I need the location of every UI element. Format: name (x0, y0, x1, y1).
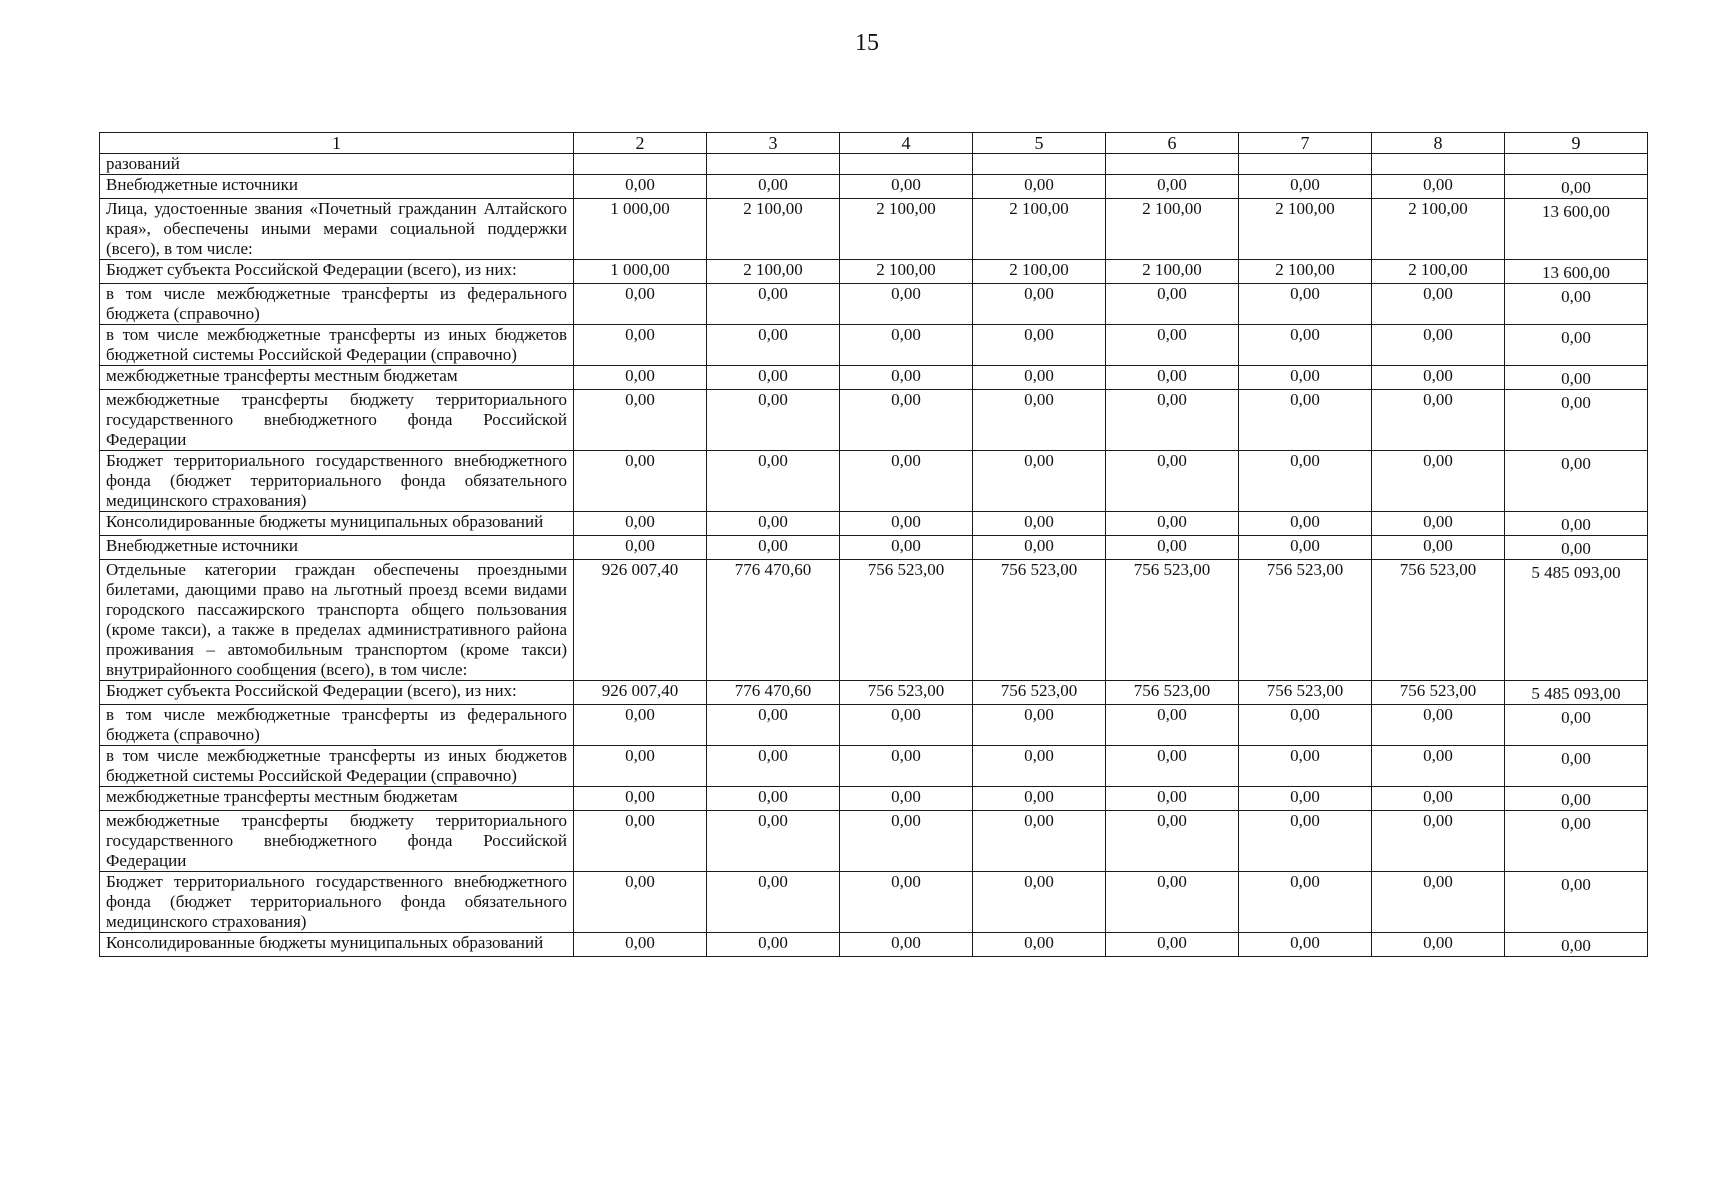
value-cell: 0,00 (973, 746, 1106, 787)
value-cell: 0,00 (1372, 705, 1505, 746)
table-row (100, 366, 1648, 390)
value-cell: 0,00 (1106, 933, 1239, 957)
value-cell: 0,00 (707, 746, 840, 787)
table-row (100, 260, 1648, 284)
value-cell: 756 523,00 (1239, 560, 1372, 681)
value-cell: 0,00 (1372, 811, 1505, 872)
value-cell: 0,00 (1372, 325, 1505, 366)
value-cell: 0,00 (1106, 175, 1239, 199)
value-cell: 1 000,00 (574, 260, 707, 284)
value-cell: 0,00 (1106, 536, 1239, 560)
value-cell: 0,00 (574, 325, 707, 366)
value-cell (574, 154, 707, 175)
value-cell: 926 007,40 (574, 560, 707, 681)
value-cell: 0,00 (1239, 787, 1372, 811)
value-cell: 0,00 (574, 366, 707, 390)
value-cell: 0,00 (1106, 284, 1239, 325)
value-cell: 0,00 (1372, 284, 1505, 325)
value-cell: 0,00 (1372, 366, 1505, 390)
value-cell: 0,00 (574, 512, 707, 536)
value-cell: 0,00 (1106, 811, 1239, 872)
table-row (100, 154, 1648, 175)
value-cell: 0,00 (840, 811, 973, 872)
row-label: в том числе межбюджетные трансферты из федерального бюджета (справочно) (100, 705, 574, 746)
row-label: в том числе межбюджетные трансферты из федерального бюджета (справочно) (100, 284, 574, 325)
value-cell: 0,00 (1106, 705, 1239, 746)
value-cell: 2 100,00 (840, 199, 973, 260)
value-cell (1106, 154, 1239, 175)
value-cell: 0,00 (707, 390, 840, 451)
value-cell (1372, 154, 1505, 175)
table-row (100, 512, 1648, 536)
value-cell: 0,00 (1239, 536, 1372, 560)
value-cell: 0,00 (707, 811, 840, 872)
value-cell: 0,00 (1505, 787, 1648, 811)
value-cell: 0,00 (973, 366, 1106, 390)
value-cell: 0,00 (574, 787, 707, 811)
value-cell: 0,00 (1239, 366, 1372, 390)
value-cell: 0,00 (840, 933, 973, 957)
column-header: 6 (1106, 133, 1239, 154)
value-cell: 0,00 (574, 811, 707, 872)
value-cell: 0,00 (1372, 512, 1505, 536)
value-cell: 0,00 (707, 872, 840, 933)
value-cell: 0,00 (973, 705, 1106, 746)
table-row (100, 284, 1648, 325)
table-row (100, 787, 1648, 811)
value-cell: 0,00 (1106, 366, 1239, 390)
value-cell: 0,00 (1372, 536, 1505, 560)
value-cell: 0,00 (1106, 512, 1239, 536)
row-label: Консолидированные бюджеты муниципальных образований (100, 933, 574, 957)
value-cell: 0,00 (973, 451, 1106, 512)
value-cell: 2 100,00 (1372, 260, 1505, 284)
value-cell: 0,00 (574, 933, 707, 957)
table-row (100, 560, 1648, 681)
value-cell: 756 523,00 (973, 560, 1106, 681)
value-cell: 0,00 (574, 746, 707, 787)
row-label: Консолидированные бюджеты муниципальных образований (100, 512, 574, 536)
budget-table (99, 132, 1648, 957)
column-header: 5 (973, 133, 1106, 154)
row-label: в том числе межбюджетные трансферты из иных бюджетов бюджетной системы Российской Федерации (справочно) (100, 325, 574, 366)
row-label: в том числе межбюджетные трансферты из иных бюджетов бюджетной системы Российской Федерации (справочно) (100, 746, 574, 787)
value-cell: 0,00 (840, 284, 973, 325)
value-cell: 0,00 (1505, 872, 1648, 933)
value-cell: 0,00 (840, 787, 973, 811)
value-cell: 0,00 (707, 284, 840, 325)
value-cell: 756 523,00 (1106, 560, 1239, 681)
table-row (100, 175, 1648, 199)
column-header: 3 (707, 133, 840, 154)
value-cell (840, 154, 973, 175)
value-cell: 2 100,00 (973, 199, 1106, 260)
value-cell: 2 100,00 (707, 199, 840, 260)
value-cell: 0,00 (1505, 325, 1648, 366)
value-cell: 776 470,60 (707, 681, 840, 705)
row-label: Внебюджетные источники (100, 536, 574, 560)
table-row (100, 933, 1648, 957)
value-cell: 0,00 (1372, 787, 1505, 811)
value-cell: 0,00 (1505, 512, 1648, 536)
value-cell: 0,00 (1106, 872, 1239, 933)
value-cell: 0,00 (840, 325, 973, 366)
value-cell: 756 523,00 (1239, 681, 1372, 705)
value-cell: 0,00 (574, 175, 707, 199)
value-cell: 0,00 (1239, 933, 1372, 957)
value-cell: 0,00 (840, 175, 973, 199)
value-cell: 0,00 (973, 933, 1106, 957)
value-cell: 0,00 (574, 284, 707, 325)
value-cell: 0,00 (1239, 451, 1372, 512)
value-cell: 0,00 (1505, 390, 1648, 451)
value-cell: 0,00 (1239, 746, 1372, 787)
value-cell: 0,00 (973, 811, 1106, 872)
column-header: 2 (574, 133, 707, 154)
table-row (100, 811, 1648, 872)
value-cell: 2 100,00 (1239, 260, 1372, 284)
row-label: межбюджетные трансферты местным бюджетам (100, 366, 574, 390)
table-row (100, 451, 1648, 512)
value-cell: 0,00 (1106, 451, 1239, 512)
page-number: 15 (855, 30, 879, 56)
value-cell: 0,00 (707, 175, 840, 199)
value-cell: 756 523,00 (1372, 560, 1505, 681)
value-cell: 0,00 (1106, 390, 1239, 451)
row-label: межбюджетные трансферты местным бюджетам (100, 787, 574, 811)
row-label: Внебюджетные источники (100, 175, 574, 199)
value-cell: 0,00 (1106, 325, 1239, 366)
value-cell: 0,00 (1372, 451, 1505, 512)
value-cell (707, 154, 840, 175)
value-cell: 0,00 (707, 536, 840, 560)
value-cell: 0,00 (973, 390, 1106, 451)
value-cell: 0,00 (1239, 872, 1372, 933)
value-cell (973, 154, 1106, 175)
table-row (100, 390, 1648, 451)
value-cell: 0,00 (1239, 175, 1372, 199)
column-number-row (100, 133, 1648, 154)
value-cell: 0,00 (1239, 811, 1372, 872)
value-cell: 756 523,00 (840, 560, 973, 681)
value-cell: 0,00 (707, 325, 840, 366)
value-cell: 2 100,00 (1106, 260, 1239, 284)
value-cell: 0,00 (840, 746, 973, 787)
value-cell: 0,00 (1106, 787, 1239, 811)
value-cell: 0,00 (707, 705, 840, 746)
value-cell: 2 100,00 (1372, 199, 1505, 260)
column-header: 1 (100, 133, 574, 154)
value-cell: 0,00 (707, 512, 840, 536)
value-cell: 0,00 (1505, 705, 1648, 746)
table-row (100, 325, 1648, 366)
value-cell: 0,00 (1372, 746, 1505, 787)
value-cell: 1 000,00 (574, 199, 707, 260)
value-cell: 0,00 (574, 872, 707, 933)
value-cell: 0,00 (707, 787, 840, 811)
value-cell: 0,00 (840, 512, 973, 536)
row-label: межбюджетные трансферты бюджету территориального государственного внебюджетного фонда Российской Федерации (100, 811, 574, 872)
table-row (100, 536, 1648, 560)
value-cell: 2 100,00 (1106, 199, 1239, 260)
value-cell: 0,00 (1505, 366, 1648, 390)
value-cell: 0,00 (1239, 284, 1372, 325)
row-label: разований (100, 154, 574, 175)
value-cell: 13 600,00 (1505, 199, 1648, 260)
value-cell: 0,00 (574, 390, 707, 451)
value-cell: 0,00 (1372, 175, 1505, 199)
value-cell: 926 007,40 (574, 681, 707, 705)
value-cell: 0,00 (973, 175, 1106, 199)
value-cell: 0,00 (840, 872, 973, 933)
row-label: Бюджет территориального государственного внебюджетного фонда (бюджет территориального фонда обязательного медицинского страхования) (100, 451, 574, 512)
value-cell: 0,00 (1372, 933, 1505, 957)
value-cell: 13 600,00 (1505, 260, 1648, 284)
value-cell: 0,00 (973, 512, 1106, 536)
value-cell: 0,00 (840, 390, 973, 451)
row-label: межбюджетные трансферты бюджету территориального государственного внебюджетного фонда Российской Федерации (100, 390, 574, 451)
value-cell: 0,00 (1372, 390, 1505, 451)
table-row (100, 705, 1648, 746)
value-cell: 0,00 (574, 705, 707, 746)
value-cell: 2 100,00 (973, 260, 1106, 284)
value-cell: 5 485 093,00 (1505, 681, 1648, 705)
value-cell: 756 523,00 (1106, 681, 1239, 705)
column-header: 4 (840, 133, 973, 154)
value-cell: 0,00 (1505, 746, 1648, 787)
value-cell: 0,00 (1505, 175, 1648, 199)
value-cell (1505, 154, 1648, 175)
table-row (100, 872, 1648, 933)
value-cell (1239, 154, 1372, 175)
value-cell: 0,00 (1505, 933, 1648, 957)
table-row (100, 199, 1648, 260)
value-cell: 756 523,00 (1372, 681, 1505, 705)
value-cell: 2 100,00 (707, 260, 840, 284)
value-cell: 0,00 (973, 787, 1106, 811)
row-label: Бюджет субъекта Российской Федерации (всего), из них: (100, 681, 574, 705)
value-cell: 0,00 (574, 451, 707, 512)
column-header: 9 (1505, 133, 1648, 154)
value-cell: 776 470,60 (707, 560, 840, 681)
column-header: 8 (1372, 133, 1505, 154)
table-row (100, 681, 1648, 705)
value-cell: 0,00 (840, 705, 973, 746)
value-cell: 0,00 (574, 536, 707, 560)
value-cell: 0,00 (973, 872, 1106, 933)
value-cell: 0,00 (707, 366, 840, 390)
value-cell: 5 485 093,00 (1505, 560, 1648, 681)
value-cell: 2 100,00 (1239, 199, 1372, 260)
row-label: Бюджет территориального государственного внебюджетного фонда (бюджет территориального фонда обязательного медицинского страхования) (100, 872, 574, 933)
column-header: 7 (1239, 133, 1372, 154)
value-cell: 0,00 (1505, 536, 1648, 560)
value-cell: 0,00 (840, 366, 973, 390)
value-cell: 756 523,00 (973, 681, 1106, 705)
value-cell: 0,00 (1505, 284, 1648, 325)
row-label: Бюджет субъекта Российской Федерации (всего), из них: (100, 260, 574, 284)
value-cell: 0,00 (1239, 390, 1372, 451)
value-cell: 0,00 (973, 536, 1106, 560)
value-cell: 0,00 (1239, 705, 1372, 746)
value-cell: 2 100,00 (840, 260, 973, 284)
row-label: Отдельные категории граждан обеспечены проездными билетами, дающими право на льготный проезд всеми видами городского пассажирского транспорта общего пользования (кроме такси), а также в пределах административного района проживания – автомобильным транспортом (кроме такси) внутрирайонного сообщения (всего), в том числе: (100, 560, 574, 681)
value-cell: 0,00 (1372, 872, 1505, 933)
value-cell: 0,00 (1239, 325, 1372, 366)
value-cell: 0,00 (973, 325, 1106, 366)
value-cell: 0,00 (973, 284, 1106, 325)
table-row (100, 746, 1648, 787)
value-cell: 0,00 (840, 536, 973, 560)
value-cell: 0,00 (1505, 451, 1648, 512)
value-cell: 0,00 (1106, 746, 1239, 787)
row-label: Лица, удостоенные звания «Почетный гражданин Алтайского края», обеспечены иными мерами социальной поддержки (всего), в том числе: (100, 199, 574, 260)
value-cell: 0,00 (840, 451, 973, 512)
value-cell: 0,00 (1505, 811, 1648, 872)
value-cell: 0,00 (707, 933, 840, 957)
value-cell: 0,00 (1239, 512, 1372, 536)
value-cell: 756 523,00 (840, 681, 973, 705)
value-cell: 0,00 (707, 451, 840, 512)
